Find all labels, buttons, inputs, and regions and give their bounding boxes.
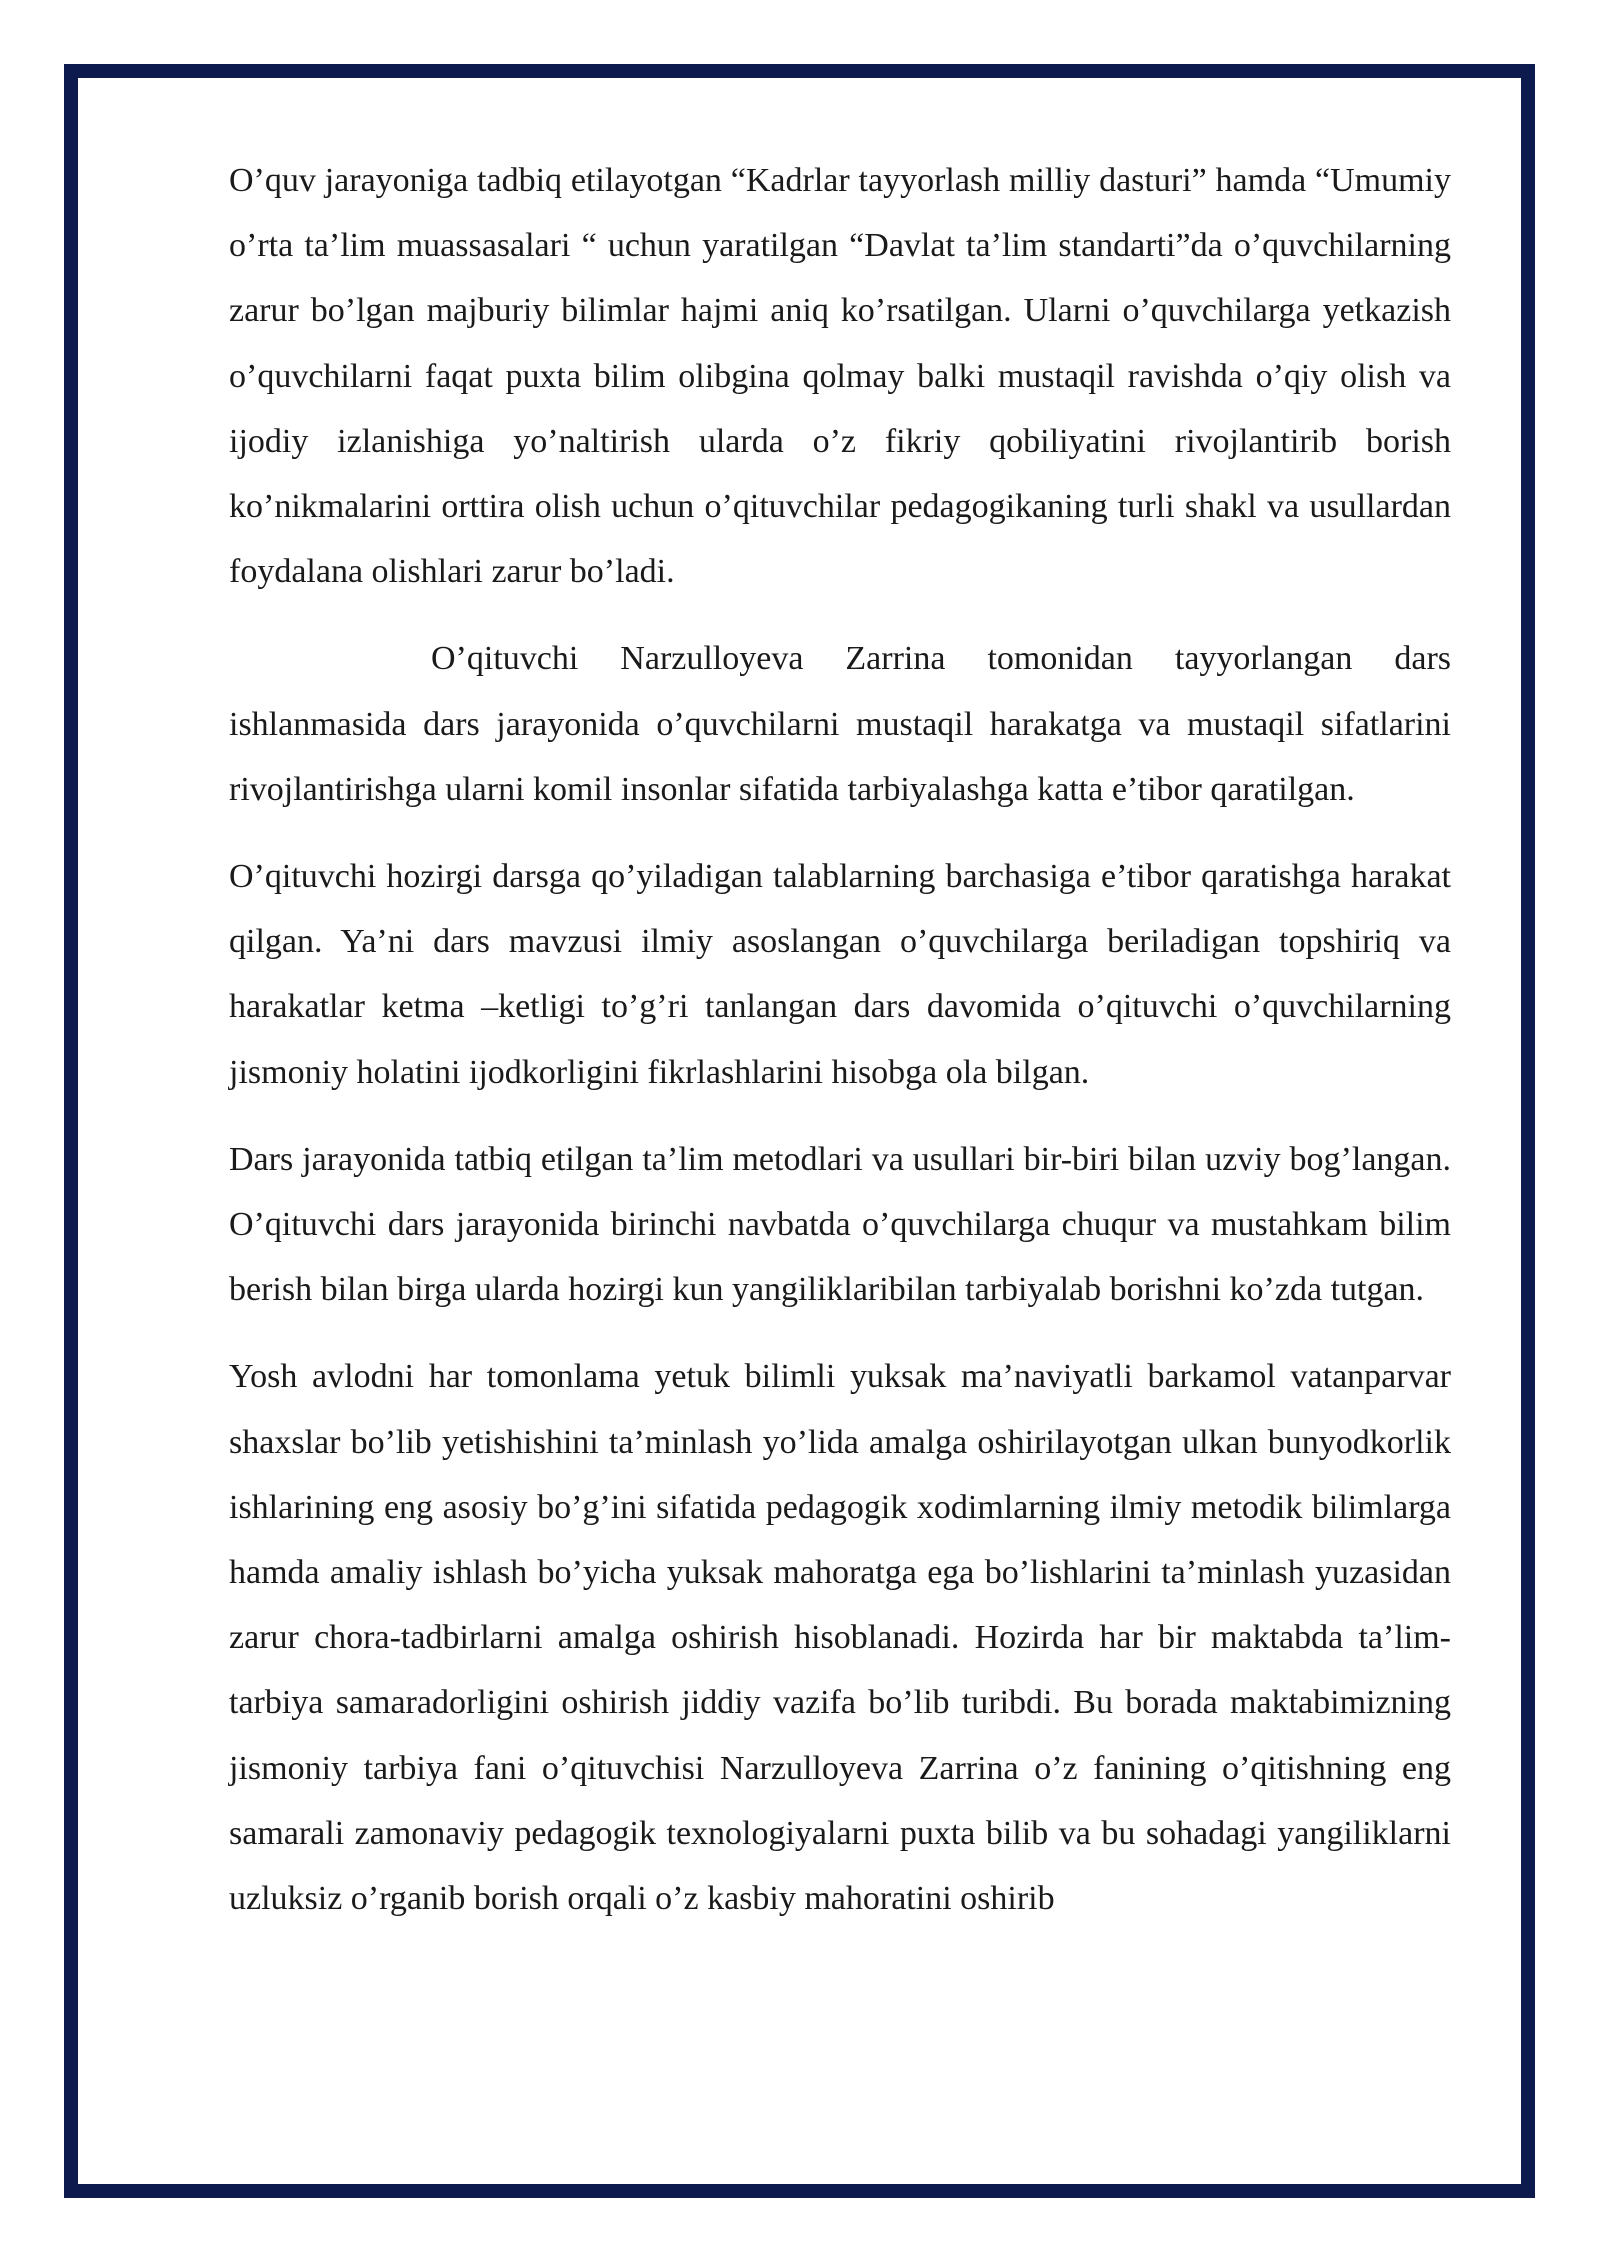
paragraph-1: O’quv jarayoniga tadbiq etilayotgan “Kadrlar tayyorlash milliy dasturi” hamda “Umumiy o’rta ta’lim muassasalari “ uchun yaratilgan “Davlat ta’lim standarti”da o’quvchilarning zarur bo’lgan majburiy bilimlar hajmi aniq ko’rsatilgan. Ularni o’quvchilarga yetkazish o’quvchilarni faqat puxta bilim olibgina qolmay balki mustaqil ravishda o’qiy olish va ijodiy izlanishiga yo’naltirish ularda o’z fikriy qobiliyatini rivojlantirib borish ko’nikmalarini orttira olish uchun o’qituvchilar pedagogikaning turli shakl va usullardan foydalana olishlari zarur bo’ladi. (229, 162, 1451, 591)
paragraph-5: Yosh avlodni har tomonlama yetuk bilimli yuksak ma’naviyatli barkamol vatanparvar shaxslar bo’lib yetishishini ta’minlash yo’lida amalga oshirilayotgan ulkan bunyodkorlik ishlarining eng asosiy bo’g’ini sifatida pedagogik xodimlarning ilmiy metodik bilimlarga hamda amaliy ishlash bo’yicha yuksak mahoratga ega bo’lishlarini ta’minlash yuzasidan zarur chora-tadbirlarni amalga oshirish hisoblanadi. Hozirda har bir maktabda ta’lim-tarbiya samaradorligini oshirish jiddiy vazifa bo’lib turibdi. Bu borada maktabimizning jismoniy tarbiya fani o’qituvchisi Narzulloyeva Zarrina o’z fanining o’qitishning eng samarali zamonaviy pedagogik texnologiyalarni puxta bilib va bu sohadagi yangiliklarni uzluksiz o’rganib borish orqali o’z kasbiy mahoratini oshirib (229, 1358, 1451, 1918)
document-body (229, 148, 1451, 1953)
paragraph-3: O’qituvchi hozirgi darsga qo’yiladigan talablarning barchasiga e’tibor qaratishga harakat qilgan. Ya’ni dars mavzusi ilmiy asoslangan o’quvchilarga beriladigan topshiriq va harakatlar ketma –ketligi to’g’ri tanlangan dars davomida o’qituvchi o’quvchilarning jismoniy holatini ijodkorligini fikrlashlarini hisobga ola bilgan. (229, 858, 1451, 1091)
paragraph-2: O’qituvchi Narzulloyeva Zarrina tomonidan tayyorlangan dars ishlanmasida dars jarayonida o’quvchilarni mustaqil harakatga va mustaqil sifatlarini rivojlantirishga ularni komil insonlar sifatida tarbiyalashga katta e’tibor qaratilgan. (229, 640, 1451, 808)
paragraph-4: Dars jarayonida tatbiq etilgan ta’lim metodlari va usullari bir-biri bilan uzviy bog’langan. O’qituvchi dars jarayonida birinchi navbatda o’quvchilarga chuqur va mustahkam bilim berish bilan birga ularda hozirgi kun yangiliklaribilan tarbiyalab borishni ko’zda tutgan. (229, 1140, 1451, 1309)
